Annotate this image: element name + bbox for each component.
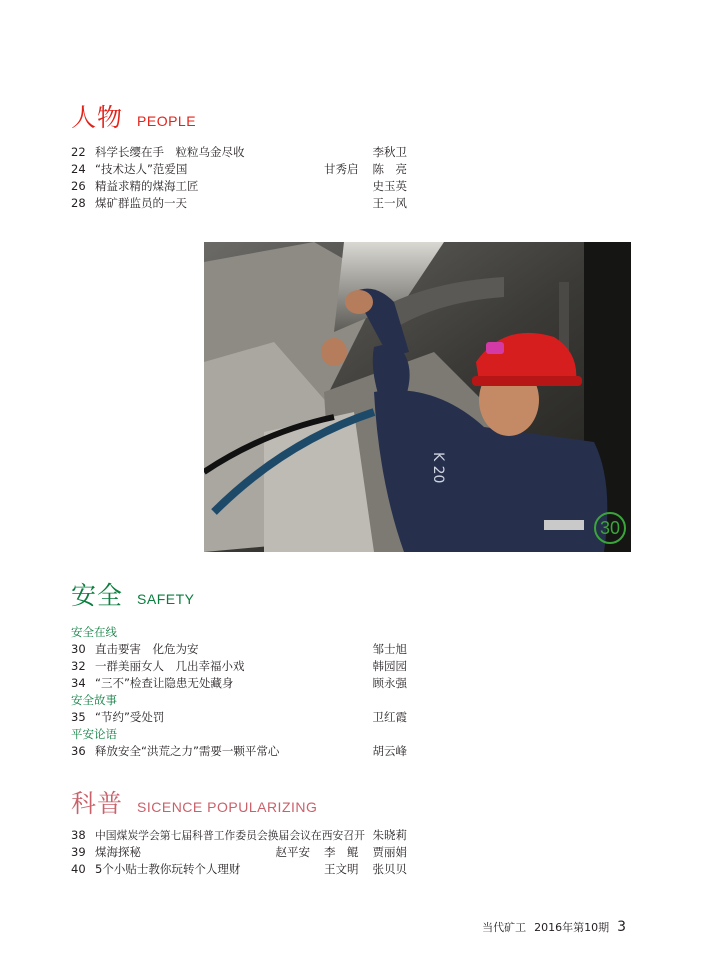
toc-entry[interactable] [71,743,407,760]
article-title: 释放安全“洪荒之力”需要一颗平常心 [95,744,280,758]
people-title-cn: 人物 [71,103,124,132]
author: 贾丽娟 [372,845,407,859]
toc-entry[interactable] [71,827,407,844]
article-title: 中国煤炭学会第七届科普工作委员会换届会议在西安召开 [95,829,365,842]
people-entries [71,144,407,212]
article-title: 一群美丽女人 几出幸福小戏 [95,659,245,673]
article-title: 精益求精的煤海工匠 [95,179,199,193]
miner-illustration [204,242,631,552]
svg-text:K 20: K 20 [430,452,446,484]
toc-entry[interactable] [71,144,407,161]
safety-title-en: SAFETY [137,591,195,607]
article-title: 煤海探秘 [95,845,141,859]
safety-header [71,576,194,612]
page-number: 35 [71,710,86,724]
page-number: 30 [71,642,86,656]
science-entries [71,827,407,878]
author: 李 鲲 [324,845,359,859]
column-label: 安全故事 [71,693,117,707]
author: 邹士旭 [372,642,407,656]
people-title-en: PEOPLE [137,113,197,129]
toc-entry[interactable] [71,861,407,878]
toc-entry[interactable] [71,658,407,675]
page-number: 38 [71,828,86,842]
author: 顾永强 [372,676,407,690]
toc-entry[interactable] [71,178,407,195]
author: 胡云峰 [372,744,407,758]
author: 史玉英 [372,179,407,193]
page-number: 36 [71,744,86,758]
science-title-cn: 科普 [71,789,124,818]
article-title: “三不”检查让隐患无处藏身 [95,676,234,690]
author: 卫红霞 [372,710,407,724]
article-title: 直击要害 化危为安 [95,642,199,656]
author: 甘秀启 [324,162,359,176]
article-title: 科学长缨在手 粒粒乌金尽收 [95,145,245,159]
author: 韩园园 [372,659,407,673]
safety-entries [71,624,407,760]
toc-entry[interactable] [71,844,407,861]
magazine-name: 当代矿工 [482,921,527,934]
page-number: 24 [71,162,86,176]
toc-entry[interactable] [71,709,407,726]
toc-entry[interactable] [71,195,407,212]
page-number: 34 [71,676,86,690]
author: 赵平安 [275,845,310,859]
page-number: 39 [71,845,86,859]
page-number: 32 [71,659,86,673]
toc-entry[interactable] [71,641,407,658]
column-label: 平安论语 [71,727,117,741]
people-header [71,98,196,134]
toc-entry[interactable] [71,675,407,692]
page-number: 40 [71,862,86,876]
author: 朱晓莉 [372,828,407,842]
article-title: “节约”受处罚 [95,710,165,724]
science-title-en: SICENCE POPULARIZING [137,799,318,815]
miner-photo [204,242,631,552]
article-title: 煤矿群监员的一天 [95,196,187,210]
page-footer [482,919,626,935]
author: 王文明 [324,862,359,876]
author: 王一风 [372,196,407,210]
issue-label: 2016年第10期 [534,921,610,934]
page-number: 22 [71,145,86,159]
toc-entry[interactable] [71,161,407,178]
page-number-footer: 3 [617,919,626,935]
article-title: 5个小贴士教你玩转个人理财 [95,862,241,876]
page-number: 26 [71,179,86,193]
author: 李秋卫 [372,145,407,159]
page-number: 28 [71,196,86,210]
safety-title-cn: 安全 [71,581,124,610]
column-label: 安全在线 [71,625,117,639]
author: 陈 亮 [372,162,407,176]
author: 张贝贝 [372,862,407,876]
article-title: “技术达人”范爱国 [95,162,188,176]
page-badge[interactable]: 30 [594,512,626,544]
science-header [71,784,317,820]
